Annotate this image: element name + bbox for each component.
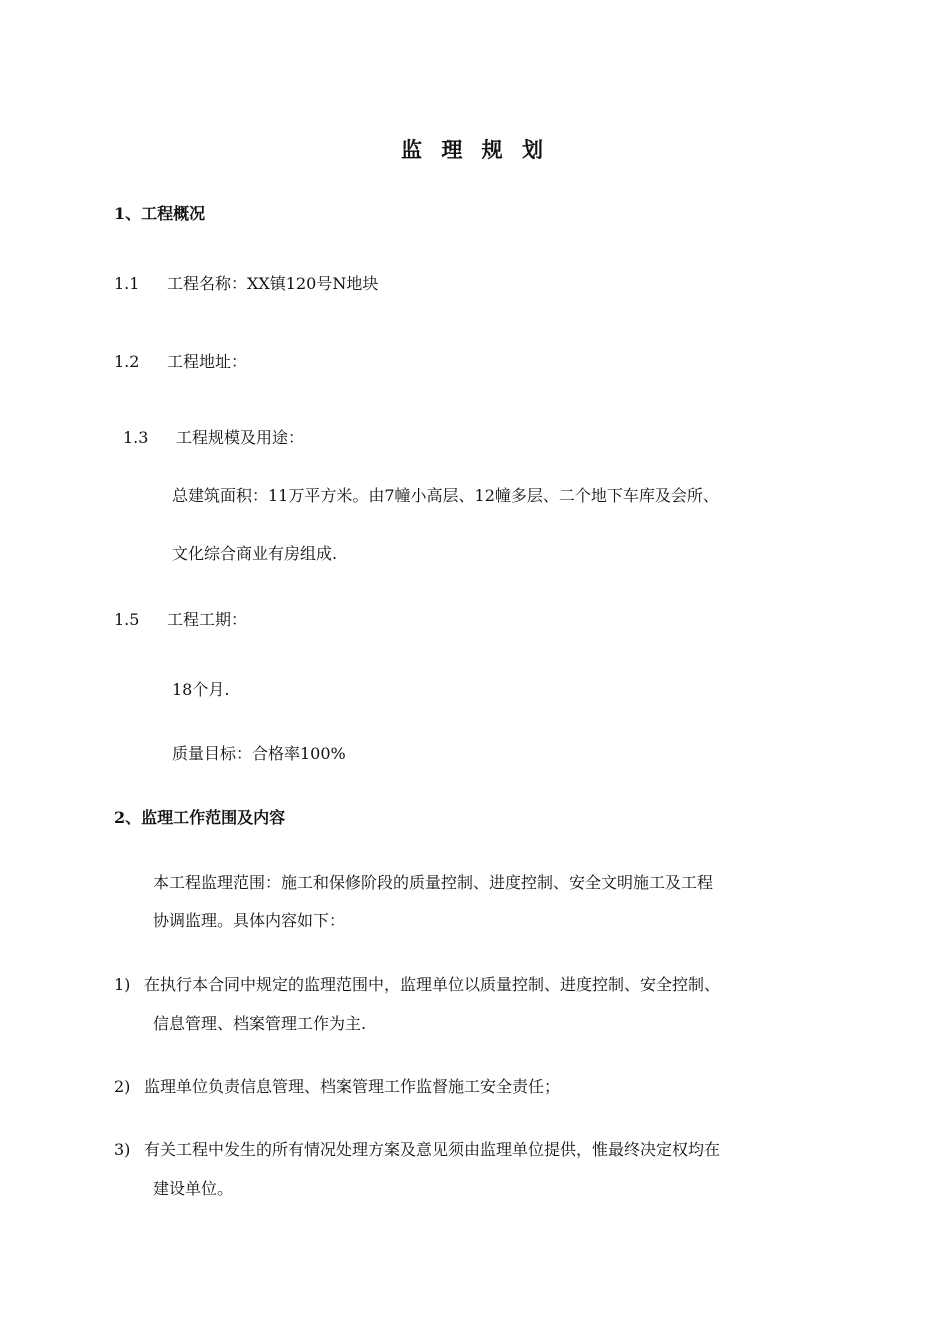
list-text: 监理单位负责信息管理、档案管理工作监督施工安全责任； [144,1077,561,1096]
scale-line-1: 总建筑面积：11万平方米。由7幢小高层、12幢多层、二个地下车库及会所、 [172,486,719,505]
item-text: 工程名称：XX镇120号N地块 [167,274,379,293]
item-number: 1.3 [123,428,149,447]
item-1-1 [114,271,378,294]
list-text: 有关工程中发生的所有情况处理方案及意见须由监理单位提供，惟最终决定权均在 [144,1140,721,1159]
item-1-3 [123,425,304,448]
list-item [114,1074,560,1097]
list-number: 2) [114,1077,131,1096]
section-2-heading: 2、监理工作范围及内容 [114,808,286,827]
list-number: 3) [114,1140,131,1159]
item-number: 1.1 [114,274,140,293]
item-text: 工程工期： [167,610,248,629]
scope-intro-line-2: 协调监理。具体内容如下： [153,911,346,930]
list-item-continuation: 建设单位。 [153,1179,234,1198]
item-text: 工程规模及用途： [176,428,305,447]
item-number: 1.5 [114,610,140,629]
scope-intro-line-1: 本工程监理范围：施工和保修阶段的质量控制、进度控制、安全文明施工及工程 [153,873,714,892]
section-1-heading: 1、工程概况 [114,204,206,223]
list-item [114,972,720,995]
list-item [114,1137,720,1160]
item-text: 工程地址： [167,352,248,371]
scale-line-2: 文化综合商业有房组成. [172,544,338,563]
list-item-continuation: 信息管理、档案管理工作为主. [153,1014,367,1033]
list-text: 在执行本合同中规定的监理范围中，监理单位以质量控制、进度控制、安全控制、 [144,975,721,994]
page-title: 监 理 规 划 [401,137,549,162]
list-number: 1) [114,975,131,994]
item-number: 1.2 [114,352,140,371]
duration-text: 18个月. [172,680,230,699]
quality-target: 质量目标：合格率100% [172,744,346,763]
item-1-2 [114,349,247,372]
item-1-5 [114,607,247,630]
